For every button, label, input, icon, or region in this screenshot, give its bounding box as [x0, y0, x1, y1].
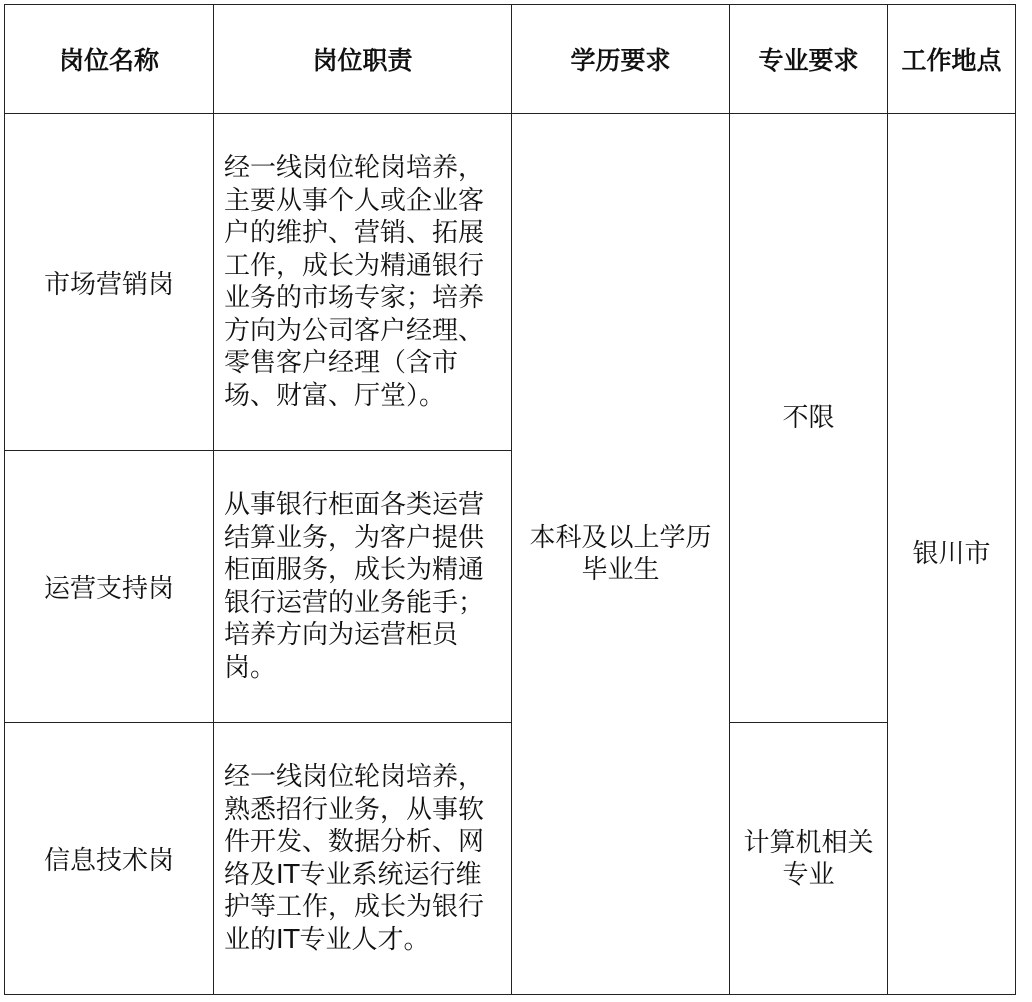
header-position-duty: 岗位职责 [214, 5, 512, 114]
position-it: 信息技术岗 [5, 723, 214, 995]
duty-line: 柜面服务，成长为精通 [224, 555, 485, 585]
duty-line: 从事银行柜面各类运营 [224, 490, 485, 520]
table-row [5, 723, 1016, 995]
duty-line: 培养方向为运营柜员 [224, 620, 459, 650]
duty-line: 经一线岗位轮岗培养， [224, 762, 485, 792]
table-header-row [5, 5, 1016, 114]
duty-line: 结算业务，为客户提供 [224, 522, 485, 553]
education-line: 本科及以上学历 [529, 523, 712, 553]
major-computer-related [730, 723, 888, 995]
position-operations: 运营支持岗 [5, 451, 214, 723]
duty-line: 银行运营的业务能手； [224, 587, 485, 618]
duty-line: 业务的市场专家；培养 [224, 283, 485, 313]
work-location: 银川市 [888, 114, 1016, 995]
duty-line: 熟悉招行业务，从事软 [224, 794, 485, 825]
major-unrestricted: 不限 [730, 114, 888, 723]
recruitment-table [4, 4, 1016, 995]
duty-line: 护等工作，成长为银行 [224, 892, 485, 922]
duty-line: 场、财富、厅堂）。 [224, 380, 446, 411]
table-row [5, 114, 1016, 451]
position-marketing: 市场营销岗 [5, 114, 214, 451]
education-line: 毕业生 [581, 555, 660, 585]
duty-line: 岗。 [224, 652, 277, 683]
duty-operations [214, 451, 512, 723]
duty-line: 零售客户经理（含市 [224, 348, 459, 378]
duty-line: 件开发、数据分析、网 [224, 827, 485, 857]
duty-marketing [214, 114, 512, 451]
recruitment-table-container [4, 4, 1016, 995]
header-major-requirement: 专业要求 [730, 5, 888, 114]
header-work-location: 工作地点 [888, 5, 1016, 114]
duty-line: 户的维护、营销、拓展 [224, 218, 485, 248]
duty-it [214, 723, 512, 995]
duty-line: 方向为公司客户经理、 [224, 315, 485, 346]
duty-line: 络及IT专业系统运行维 [224, 859, 482, 890]
header-position-name: 岗位名称 [5, 5, 214, 114]
major-line: 计算机相关 [743, 827, 874, 858]
duty-line: 经一线岗位轮岗培养， [224, 153, 485, 183]
header-education-requirement: 学历要求 [512, 5, 730, 114]
duty-line: 主要从事个人或企业客 [224, 185, 485, 216]
duty-line: 业的IT专业人才。 [224, 924, 430, 955]
education-requirement [512, 114, 730, 995]
major-line: 专业 [782, 859, 835, 890]
duty-line: 工作，成长为精通银行 [224, 250, 485, 281]
